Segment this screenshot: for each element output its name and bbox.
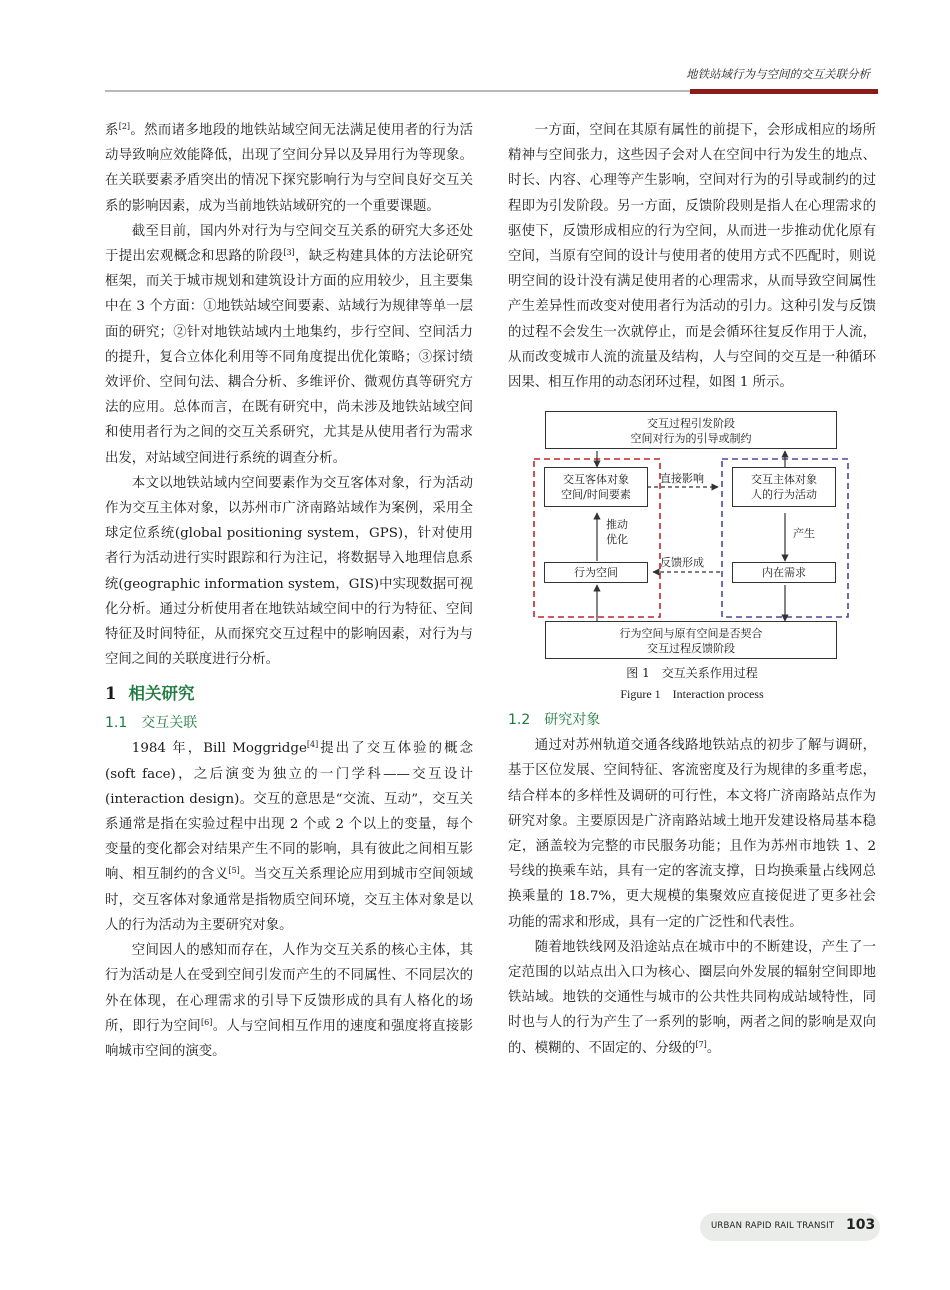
figure-interaction-process — [508, 401, 876, 706]
citation[interactable]: [4] — [306, 740, 319, 750]
citation[interactable]: [7] — [695, 1039, 707, 1049]
section-heading: 1 相关研究 — [105, 684, 195, 704]
header-accent-bar — [690, 89, 878, 94]
paragraph: 空间因人的感知而存在，人作为交互关系的核心主体，其行为活动是人在受到空间引发而产生的不同属性、不同层次的外在体现，在心理需求的引导下反馈形成的具有人格化的场所，即行为空间[6]。人与空间相互作用的速度和强度将直接影响城市空间的演变。 — [105, 943, 474, 1059]
right-column — [508, 118, 876, 1061]
figure-caption-en: Figure 1 Interaction process — [620, 687, 764, 702]
running-title: 地铁站域行为与空间的交互关联分析 — [686, 67, 870, 81]
label-direct-influence: 直接影响 — [660, 472, 704, 486]
figure-caption-cn: 图 1 交互关系作用过程 — [626, 666, 758, 681]
subsection-heading: 1.2 研究对象 — [508, 712, 601, 729]
citation[interactable]: [2] — [118, 122, 131, 131]
box-interaction-object: 交互客体对象 空间/时间要素 — [544, 467, 648, 507]
subsection-heading: 1.1 交互关联 — [105, 715, 198, 732]
paragraph: 通过对苏州轨道交通各线路地铁站点的初步了解与调研，基于区位发展、空间特征、客流密度及行为规律的多重考虑，结合样本的多样性及调研的可行性，本文将广济南路站点作为研究对象。主要原因是广济南路站域土地开发建设格局基本稳定，涵盖较为完整的市民服务功能；且作为苏州市地铁 1、2 号线的换乘车站，具有一定的客流支撑，日均换乘量占线网总换乘量的 18.7%，更大规模的集聚效应直接促进了更多社会功能的需求和形成，具有一定的广泛性和代表性。 — [508, 738, 876, 930]
page-number: 103 — [846, 1217, 876, 1233]
label-feedback-formation: 反馈形成 — [660, 556, 704, 570]
citation[interactable]: [5] — [228, 866, 240, 876]
paragraph: 随着地铁线网及沿途站点在城市中的不断建设，产生了一定范围的以站点出入口为核心、圈层向外发展的辐射空间即地铁站域。地铁的交通性与城市的公共性共同构成站域特性，同时也与人的行为产生了一系列的影响，两者之间的影响是双向的、模糊的、不固定的、分级的[7]。 — [508, 939, 876, 1056]
label-push-optimize: 推动 优化 — [606, 518, 628, 547]
paragraph: 1984 年，Bill Moggridge[4]提出了交互体验的概念(soft face)，之后演变为独立的一门学科——交互设计(interaction design)。交互的意思是“交流、互动”，交互关系通常是指在实验过程中出现 2 个或 2 个以上的变量，每个变量的变化都会对结果产生不同的影响，具有彼此之间相互影响、相互制约的含义[5]。当交互关系理论应用到城市空间领域时，交互客体对象通常是指物质空间环境，交互主体对象是以人的行为活动为主要研究对象。 — [105, 740, 474, 933]
citation[interactable]: [6] — [201, 1017, 213, 1027]
box-inner-need: 内在需求 — [732, 562, 836, 583]
citation[interactable]: [3] — [283, 248, 295, 258]
label-produce: 产生 — [793, 527, 815, 541]
box-behavior-space: 行为空间 — [544, 562, 648, 583]
box-interaction-subject: 交互主体对象 人的行为活动 — [732, 467, 836, 507]
paragraph: 截至目前，国内外对行为与空间交互关系的研究大多还处于提出宏观概念和思路的阶段[3]，缺乏构建具体的方法论研究框架，而关于城市规划和建筑设计方面的应用较少，且主要集中在 3 个方面：①地铁站域空间要素、站域行为规律等单一层面的研究；②针对地铁站域内土地集约，步行空间、空间活力的提升，复合立体化利用等不同角度提出优化策略；③探讨绩效评价、空间句法、耦合分析、多维评价、微观仿真等研究方法的应用。总体而言，在既有研究中，尚未涉及地铁站域空间和使用者行为之间的交互关系研究，尤其是从使用者行为需求出发，对站域空间进行系统的调查分析。 — [105, 223, 473, 466]
box-trigger-stage: 交互过程引发阶段 空间对行为的引导或制约 — [545, 411, 837, 449]
box-feedback-stage: 行为空间与原有空间是否契合 交互过程反馈阶段 — [545, 621, 837, 659]
left-column — [105, 118, 473, 1064]
header-rule — [105, 90, 690, 92]
paragraph: 系[2]。然而诸多地段的地铁站域空间无法满足使用者的行为活动导致响应效能降低，出现了空间分异以及异用行为等现象。在关联要素矛盾突出的情况下探究影响行为与空间良好交互关系的影响因素，成为当前地铁站域研究的一个重要课题。 — [105, 122, 473, 214]
journal-name: URBAN RAPID RAIL TRANSIT — [711, 1221, 835, 1231]
paragraph: 本文以地铁站域内空间要素作为交互客体对象，行为活动作为交互主体对象，以苏州市广济南路站域作为案例，采用全球定位系统(global positioning system，GPS)，针对使用者行为活动进行实时跟踪和行为注记，将数据导入地理信息系统(geographic information system，GIS)中实现数据可视化分析。通过分析使用者在地铁站域空间中的行为特征、空间特征及时间特征，从而探究交互过程中的影响因素，对行为与空间之间的关联度进行分析。 — [105, 475, 473, 668]
paragraph: 一方面，空间在其原有属性的前提下，会形成相应的场所精神与空间张力，这些因子会对人在空间中行为发生的地点、时长、内容、心理等产生影响，空间对行为的引导或制约的过程即为引发阶段。另一方面，反馈阶段则是指人在心理需求的驱使下，反馈形成相应的行为空间，从而进一步推动优化原有空间，当原有空间的设计与使用者的使用方式不匹配时，则说明空间的设计没有满足使用者的心理需求，从而导致空间属性产生差异性而改变对使用者行为活动的引力。这种引发与反馈的过程不会发生一次就停止，而是会循环往复反作用于人流，从而改变城市人流的流量及结构，人与空间的交互是一种循环因果、相互作用的动态闭环过程，如图 1 所示。 — [508, 123, 876, 391]
